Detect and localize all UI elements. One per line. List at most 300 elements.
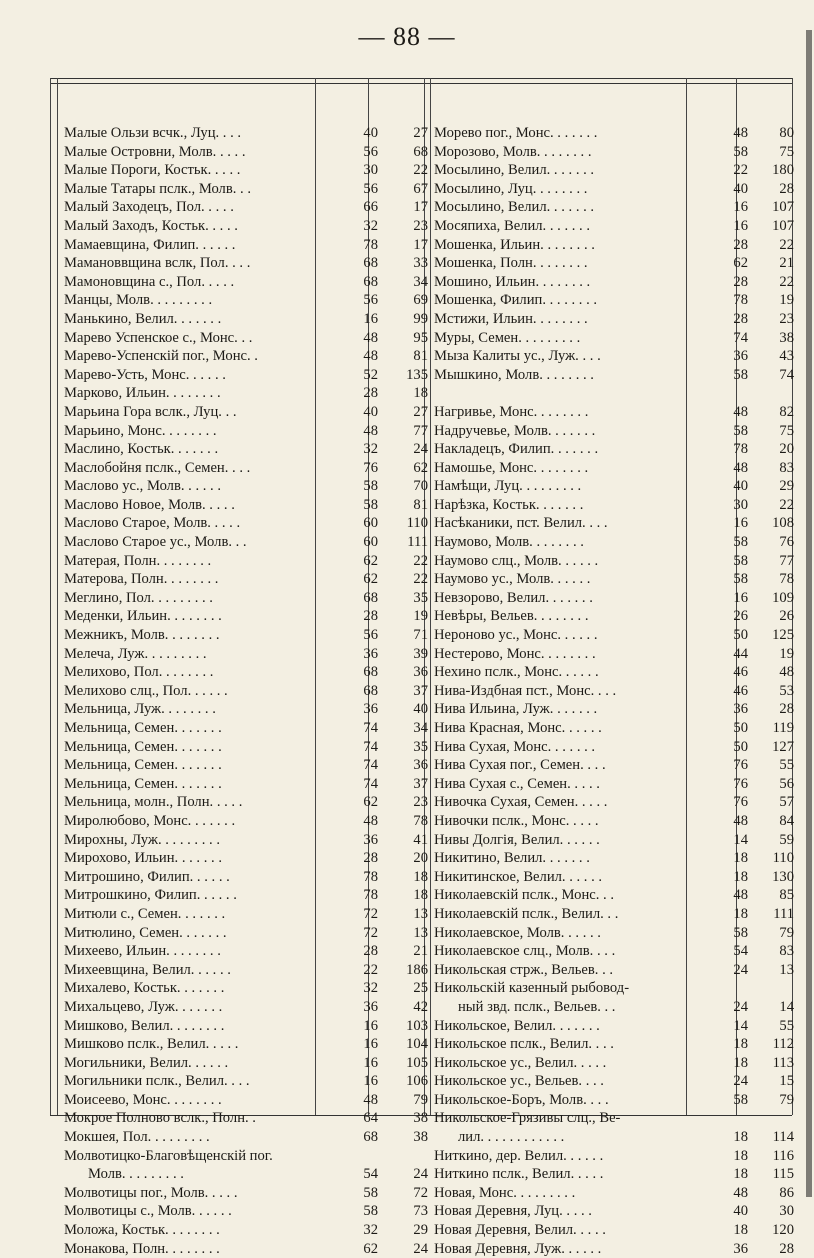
entry-map-number: 78 [733,292,748,309]
index-entry [64,682,428,701]
entry-map-number: 18 [733,1166,748,1183]
entry-item-number: 35 [413,738,428,755]
entry-item-number: 24 [413,1240,428,1257]
index-entry [434,645,794,664]
entry-name: Нарѣзка, Костьк. . . . . . . [434,496,584,513]
entry-map-number: 18 [733,850,748,867]
entry-item-number: 78 [413,812,428,829]
entry-name: Нива Ильина, Луж. . . . . . . [434,701,598,718]
entry-map-number: 62 [363,552,378,569]
entry-item-number: 36 [413,757,428,774]
entry-map-number: 16 [733,199,748,216]
entry-name: Никольское-Грязивы слц., Ве- [434,1110,621,1127]
index-entry [64,1147,364,1166]
entry-name: Мстижи, Ильин. . . . . . . . [434,310,588,327]
entry-item-number: 26 [779,608,794,625]
index-entry [434,180,794,199]
index-entry [434,1184,794,1203]
entry-map-number: 36 [363,645,378,662]
entry-name: Матерова, Полн. . . . . . . . [64,571,219,588]
index-entry [64,1165,428,1184]
entry-name: Нехино пслк., Монс. . . . . . [434,664,599,681]
entry-item-number: 115 [772,1166,794,1183]
entry-map-number: 60 [363,534,378,551]
entry-map-number: 62 [363,571,378,588]
index-entry [434,1072,794,1091]
entry-map-number: 28 [733,310,748,327]
index-entry [434,440,794,459]
entry-name: Малый Заходецъ, Пол. . . . . [64,199,234,216]
entry-item-number: 186 [406,961,428,978]
entry-item-number: 34 [413,273,428,290]
index-entry [64,1091,428,1110]
entry-item-number: 110 [406,515,428,532]
index-entry [64,552,428,571]
entry-item-number: 105 [406,1054,428,1071]
entry-item-number: 22 [779,236,794,253]
index-entry [64,384,428,403]
index-entry [434,310,794,329]
entry-name: Мишково пслк., Велил. . . . . [64,1036,239,1053]
entry-map-number: 58 [363,1184,378,1201]
entry-item-number: 107 [772,217,794,234]
entry-map-number: 74 [363,720,378,736]
entry-name: Нива Сухая, Монс. . . . . . . [434,738,596,755]
entry-name: Мамановвщина вслк, Пол. . . . [64,255,251,272]
entry-item-number: 55 [779,1017,794,1034]
page-number: — 88 — [358,22,456,51]
entry-item-number: 19 [779,292,794,309]
entry-map-number: 46 [733,682,748,699]
entry-item-number: 18 [413,868,428,885]
index-entry [64,143,428,162]
entry-name: Манькино, Велил. . . . . . . [64,310,222,327]
entry-item-number: 81 [413,348,428,365]
entry-map-number: 28 [733,236,748,253]
entry-map-number: 74 [733,329,748,346]
index-entry [64,310,428,329]
entry-map-number: 18 [733,868,748,885]
index-entry [434,347,794,366]
index-entry [434,1035,794,1054]
entry-item-number: 62 [413,459,428,476]
entry-map-number: 18 [733,1222,748,1239]
entry-name: Мелеча, Луж. . . . . . . . . [64,645,207,662]
entry-map-number: 16 [733,217,748,234]
entry-name: Моисеево, Монс. . . . . . . . [64,1091,222,1108]
index-entry [64,589,428,608]
entry-item-number: 35 [413,589,428,606]
index-entry [434,1091,794,1110]
entry-item-number: 37 [413,775,428,792]
index-entry [64,979,428,998]
entry-item-number: 59 [779,831,794,848]
entry-map-number: 30 [733,496,748,513]
entry-map-number: 58 [363,1203,378,1220]
index-entry [64,793,428,812]
index-entry [64,924,428,943]
entry-name: Молвотицы пог., Молв. . . . . [64,1184,238,1201]
entry-name: Мокшея, Пол. . . . . . . . . [64,1129,210,1146]
entry-name: Наумово ус., Молв. . . . . . [434,571,591,588]
entry-name: Мосылино, Луц. . . . . . . . [434,180,588,197]
entry-item-number: 22 [413,552,428,569]
entry-map-number: 58 [363,478,378,495]
entry-map-number: 66 [363,199,378,216]
entry-name: Наумово, Молв. . . . . . . . [434,534,584,551]
entry-name: Мошино, Ильин. . . . . . . . [434,273,591,290]
entry-name: Николаевское, Молв. . . . . . [434,924,601,941]
index-entry [64,1184,428,1203]
entry-map-number: 16 [733,589,748,606]
entry-item-number: 29 [413,1222,428,1239]
index-entry [64,719,428,738]
index-entry [434,1165,794,1184]
entry-name: Невзорово, Велил. . . . . . . [434,589,593,606]
entry-item-number: 28 [779,180,794,197]
index-entry [434,793,794,812]
index-entry [64,254,428,273]
entry-name: Никитинское, Велил. . . . . . [434,868,603,885]
entry-item-number: 74 [779,366,794,383]
entry-item-number: 79 [779,924,794,941]
entry-name: Манцы, Молв. . . . . . . . . [64,292,213,309]
entry-item-number: 106 [406,1073,428,1090]
entry-map-number: 22 [363,961,378,978]
entry-item-number: 21 [413,943,428,960]
index-entry [434,961,794,980]
index-entry [434,422,794,441]
entry-name: Мышкино, Молв. . . . . . . . [434,366,594,383]
entry-item-number: 14 [779,998,794,1015]
index-entry [64,1054,428,1073]
index-entry [434,254,794,273]
entry-name: Мельница, Семен. . . . . . . [64,738,222,755]
entry-map-number: 22 [733,162,748,179]
index-entry [64,366,428,385]
entry-item-number: 15 [779,1073,794,1090]
entry-name: Нива Сухая пог., Семен. . . . [434,757,606,774]
entry-map-number: 68 [363,589,378,606]
index-entry [64,812,428,831]
entry-map-number: 68 [363,273,378,290]
entry-item-number: 17 [413,199,428,216]
entry-item-number: 23 [413,217,428,234]
entry-item-number: 24 [413,1166,428,1183]
entry-map-number: 30 [363,162,378,179]
entry-name: Матерая, Полн. . . . . . . . [64,552,212,569]
index-entry [434,849,794,868]
index-entry [64,663,428,682]
entry-item-number: 43 [779,348,794,365]
index-entry [64,1240,428,1258]
entry-name: Нивочка Сухая, Семен. . . . . [434,794,608,811]
entry-item-number: 40 [413,701,428,718]
entry-item-number: 13 [413,924,428,941]
entry-item-number: 56 [779,775,794,792]
entry-item-number: 95 [413,329,428,346]
entry-map-number: 48 [363,812,378,829]
entry-name: Морозово, Молв. . . . . . . . [434,143,592,160]
index-entry [64,180,428,199]
entry-item-number: 18 [413,887,428,904]
entry-name: Мокрое Полново вслк., Полн. . [64,1110,256,1127]
entry-name: Надручевье, Молв. . . . . . . [434,422,596,439]
entry-name: Морево пог., Монс. . . . . . . [434,125,598,141]
index-entry [434,496,794,515]
entry-item-number: 75 [779,422,794,439]
entry-name: Меглино, Пол. . . . . . . . . [64,589,213,606]
entry-map-number: 40 [363,403,378,420]
index-entry [434,1221,794,1240]
entry-item-number: 22 [413,162,428,179]
index-entry [434,1017,794,1036]
entry-name: Моложа, Костьк. . . . . . . . [64,1222,220,1239]
index-entry [434,1240,794,1258]
index-entry [64,459,428,478]
entry-name: Новая, Монс. . . . . . . . . [434,1184,576,1201]
entry-map-number: 44 [733,645,748,662]
index-entry [434,384,794,403]
entry-name: Маслово Старое ус., Молв. . . [64,534,247,551]
entry-map-number: 76 [733,757,748,774]
index-entry [434,756,794,775]
entry-name: Невѣры, Вельев. . . . . . . . [434,608,589,625]
entry-map-number: 18 [733,1147,748,1164]
entry-map-number: 16 [363,1073,378,1090]
entry-item-number: 116 [772,1147,794,1164]
entry-name: Никольское-Боръ, Молв. . . . [434,1091,609,1108]
entry-name: Митюли с., Семен. . . . . . . [64,905,226,922]
entry-map-number: 58 [733,924,748,941]
index-entry [434,868,794,887]
entry-name: Малые Островни, Молв. . . . . [64,143,246,160]
entry-name: Мишково, Велил. . . . . . . . [64,1017,225,1034]
entry-map-number: 58 [733,422,748,439]
index-entry [64,905,428,924]
index-entry [64,1128,428,1147]
entry-item-number: 108 [772,515,794,532]
entry-map-number: 14 [733,831,748,848]
entry-item-number: 53 [779,682,794,699]
entry-name: Миролюбово, Монс. . . . . . . [64,812,236,829]
index-entry [434,477,794,496]
entry-map-number: 78 [363,887,378,904]
index-entry [64,607,428,626]
entry-item-number: 78 [779,571,794,588]
entry-name: Малые Пороги, Костьк. . . . . [64,162,241,179]
entry-item-number: 85 [779,887,794,904]
index-entry [434,1109,794,1128]
entry-map-number: 62 [363,1240,378,1257]
entry-item-number: 103 [406,1017,428,1034]
entry-item-number: 113 [772,1054,794,1071]
index-entry [434,1147,794,1166]
entry-name: Молвотицко-Благовѣщенскій пог. [64,1147,273,1164]
entry-name: Мошенка, Филип. . . . . . . . [434,292,598,309]
entry-name: Наумово слц., Молв. . . . . . [434,552,599,569]
entry-item-number: 125 [772,627,794,644]
entry-map-number: 58 [733,1091,748,1108]
index-entry [64,1202,428,1221]
index-entry [64,775,428,794]
index-entry [434,626,794,645]
entry-name: Намѣщи, Луц. . . . . . . . . [434,478,582,495]
entry-map-number: 68 [363,255,378,272]
entry-map-number: 62 [363,794,378,811]
index-entry [64,124,428,143]
table-border-left [50,78,51,1115]
entry-name: Малые Ользи всчк., Луц. . . . [64,125,242,141]
entry-item-number: 135 [406,366,428,383]
index-entry [434,533,794,552]
entry-item-number: 23 [779,310,794,327]
entry-name: Никитино, Велил. . . . . . . [434,850,590,867]
entry-name: Новая Деревня, Луж. . . . . . [434,1240,602,1257]
entry-item-number: 19 [413,608,428,625]
index-entry [64,868,428,887]
entry-item-number: 18 [413,385,428,402]
entry-name: Михеевщина, Велил. . . . . . [64,961,231,978]
entry-name: лил. . . . . . . . . . . . [458,1129,565,1146]
entry-item-number: 109 [772,589,794,606]
index-entry [434,700,794,719]
entry-map-number: 48 [363,329,378,346]
entry-name: Митрошкино, Филип. . . . . . [64,887,237,904]
entry-name: Мирохны, Луж. . . . . . . . . [64,831,220,848]
entry-name: Меденки, Ильин. . . . . . . . [64,608,222,625]
entry-map-number: 56 [363,180,378,197]
entry-item-number: 68 [413,143,428,160]
entry-name: Мосылино, Велил. . . . . . . [434,162,595,179]
entry-item-number: 28 [779,1240,794,1257]
entry-name: Маслово Старое, Молв. . . . . [64,515,241,532]
entry-name: Михальцево, Луж. . . . . . . [64,998,223,1015]
entry-map-number: 50 [733,738,748,755]
entry-name: Мельница, молн., Полн. . . . . [64,794,243,811]
entry-item-number: 39 [413,645,428,662]
index-entry [434,1054,794,1073]
entry-map-number: 48 [733,812,748,829]
index-entry [434,682,794,701]
index-column-right [434,124,794,1258]
index-entry [434,236,794,255]
entry-item-number: 37 [413,682,428,699]
entry-item-number: 41 [413,831,428,848]
entry-map-number: 58 [733,143,748,160]
entry-map-number: 50 [733,720,748,736]
entry-name: Мельница, Семен. . . . . . . [64,720,222,736]
index-entry [64,477,428,496]
entry-map-number: 60 [363,515,378,532]
entry-item-number: 119 [772,720,794,736]
entry-map-number: 62 [733,255,748,272]
entry-map-number: 18 [733,1036,748,1053]
entry-name: Никольское, Велил. . . . . . . [434,1017,600,1034]
entry-map-number: 48 [363,422,378,439]
index-entry [64,645,428,664]
entry-map-number: 24 [733,998,748,1015]
entry-name: Молв. . . . . . . . . [88,1166,184,1183]
index-entry [64,329,428,348]
entry-item-number: 13 [779,961,794,978]
entry-item-number: 71 [413,627,428,644]
entry-item-number: 38 [413,1129,428,1146]
entry-map-number: 36 [733,1240,748,1257]
entry-name: Мосылино, Велил. . . . . . . [434,199,595,216]
entry-name: Николаевскій пслк., Велил. . . [434,905,619,922]
entry-item-number: 127 [772,738,794,755]
index-entry [434,663,794,682]
entry-name: Никольскій казенный рыбовод- [434,980,630,997]
entry-name: Марево-Усть, Монс. . . . . . [64,366,226,383]
entry-item-number: 48 [779,664,794,681]
index-entry [64,236,428,255]
entry-item-number: 104 [406,1036,428,1053]
entry-item-number: 36 [413,664,428,681]
entry-name: Нагривье, Монс. . . . . . . . [434,403,589,420]
entry-name: Маслово Новое, Молв. . . . . [64,496,235,513]
index-entry [64,161,428,180]
index-entry [64,217,428,236]
entry-map-number: 36 [733,348,748,365]
entry-item-number: 99 [413,310,428,327]
entry-name: Марково, Ильин. . . . . . . . [64,385,221,402]
entry-item-number: 21 [779,255,794,272]
entry-item-number: 110 [772,850,794,867]
entry-item-number: 80 [779,125,794,141]
entry-name: Мамаевщина, Филип. . . . . . [64,236,236,253]
top-rule [50,78,792,79]
entry-map-number: 74 [363,738,378,755]
entry-item-number: 84 [779,812,794,829]
entry-map-number: 40 [733,478,748,495]
entry-name: Николаевскій пслк., Монс. . . [434,887,614,904]
entry-item-number: 75 [779,143,794,160]
entry-map-number: 56 [363,627,378,644]
entry-map-number: 28 [363,385,378,402]
entry-item-number: 27 [413,403,428,420]
index-entry [434,514,794,533]
entry-item-number: 38 [779,329,794,346]
entry-item-number: 82 [779,403,794,420]
index-entry [64,738,428,757]
index-entry [64,533,428,552]
entry-name: Мамоновщина с., Пол. . . . . [64,273,235,290]
entry-map-number: 54 [363,1166,378,1183]
index-entry [64,347,428,366]
index-entry [434,831,794,850]
index-entry [434,738,794,757]
entry-map-number: 74 [363,757,378,774]
index-entry [64,422,428,441]
entry-map-number: 48 [733,459,748,476]
index-entry [64,496,428,515]
entry-map-number: 16 [363,1017,378,1034]
entry-item-number: 19 [779,645,794,662]
entry-map-number: 36 [363,998,378,1015]
index-entry [64,831,428,850]
entry-name: Мельница, Луж. . . . . . . . [64,701,216,718]
entry-name: Нива Сухая с., Семен. . . . . [434,775,600,792]
entry-map-number: 74 [363,775,378,792]
entry-map-number: 56 [363,143,378,160]
entry-item-number: 73 [413,1203,428,1220]
entry-map-number: 76 [363,459,378,476]
entry-item-number: 76 [779,534,794,551]
entry-item-number: 111 [773,905,794,922]
entry-name: Могильники, Велил. . . . . . [64,1054,229,1071]
